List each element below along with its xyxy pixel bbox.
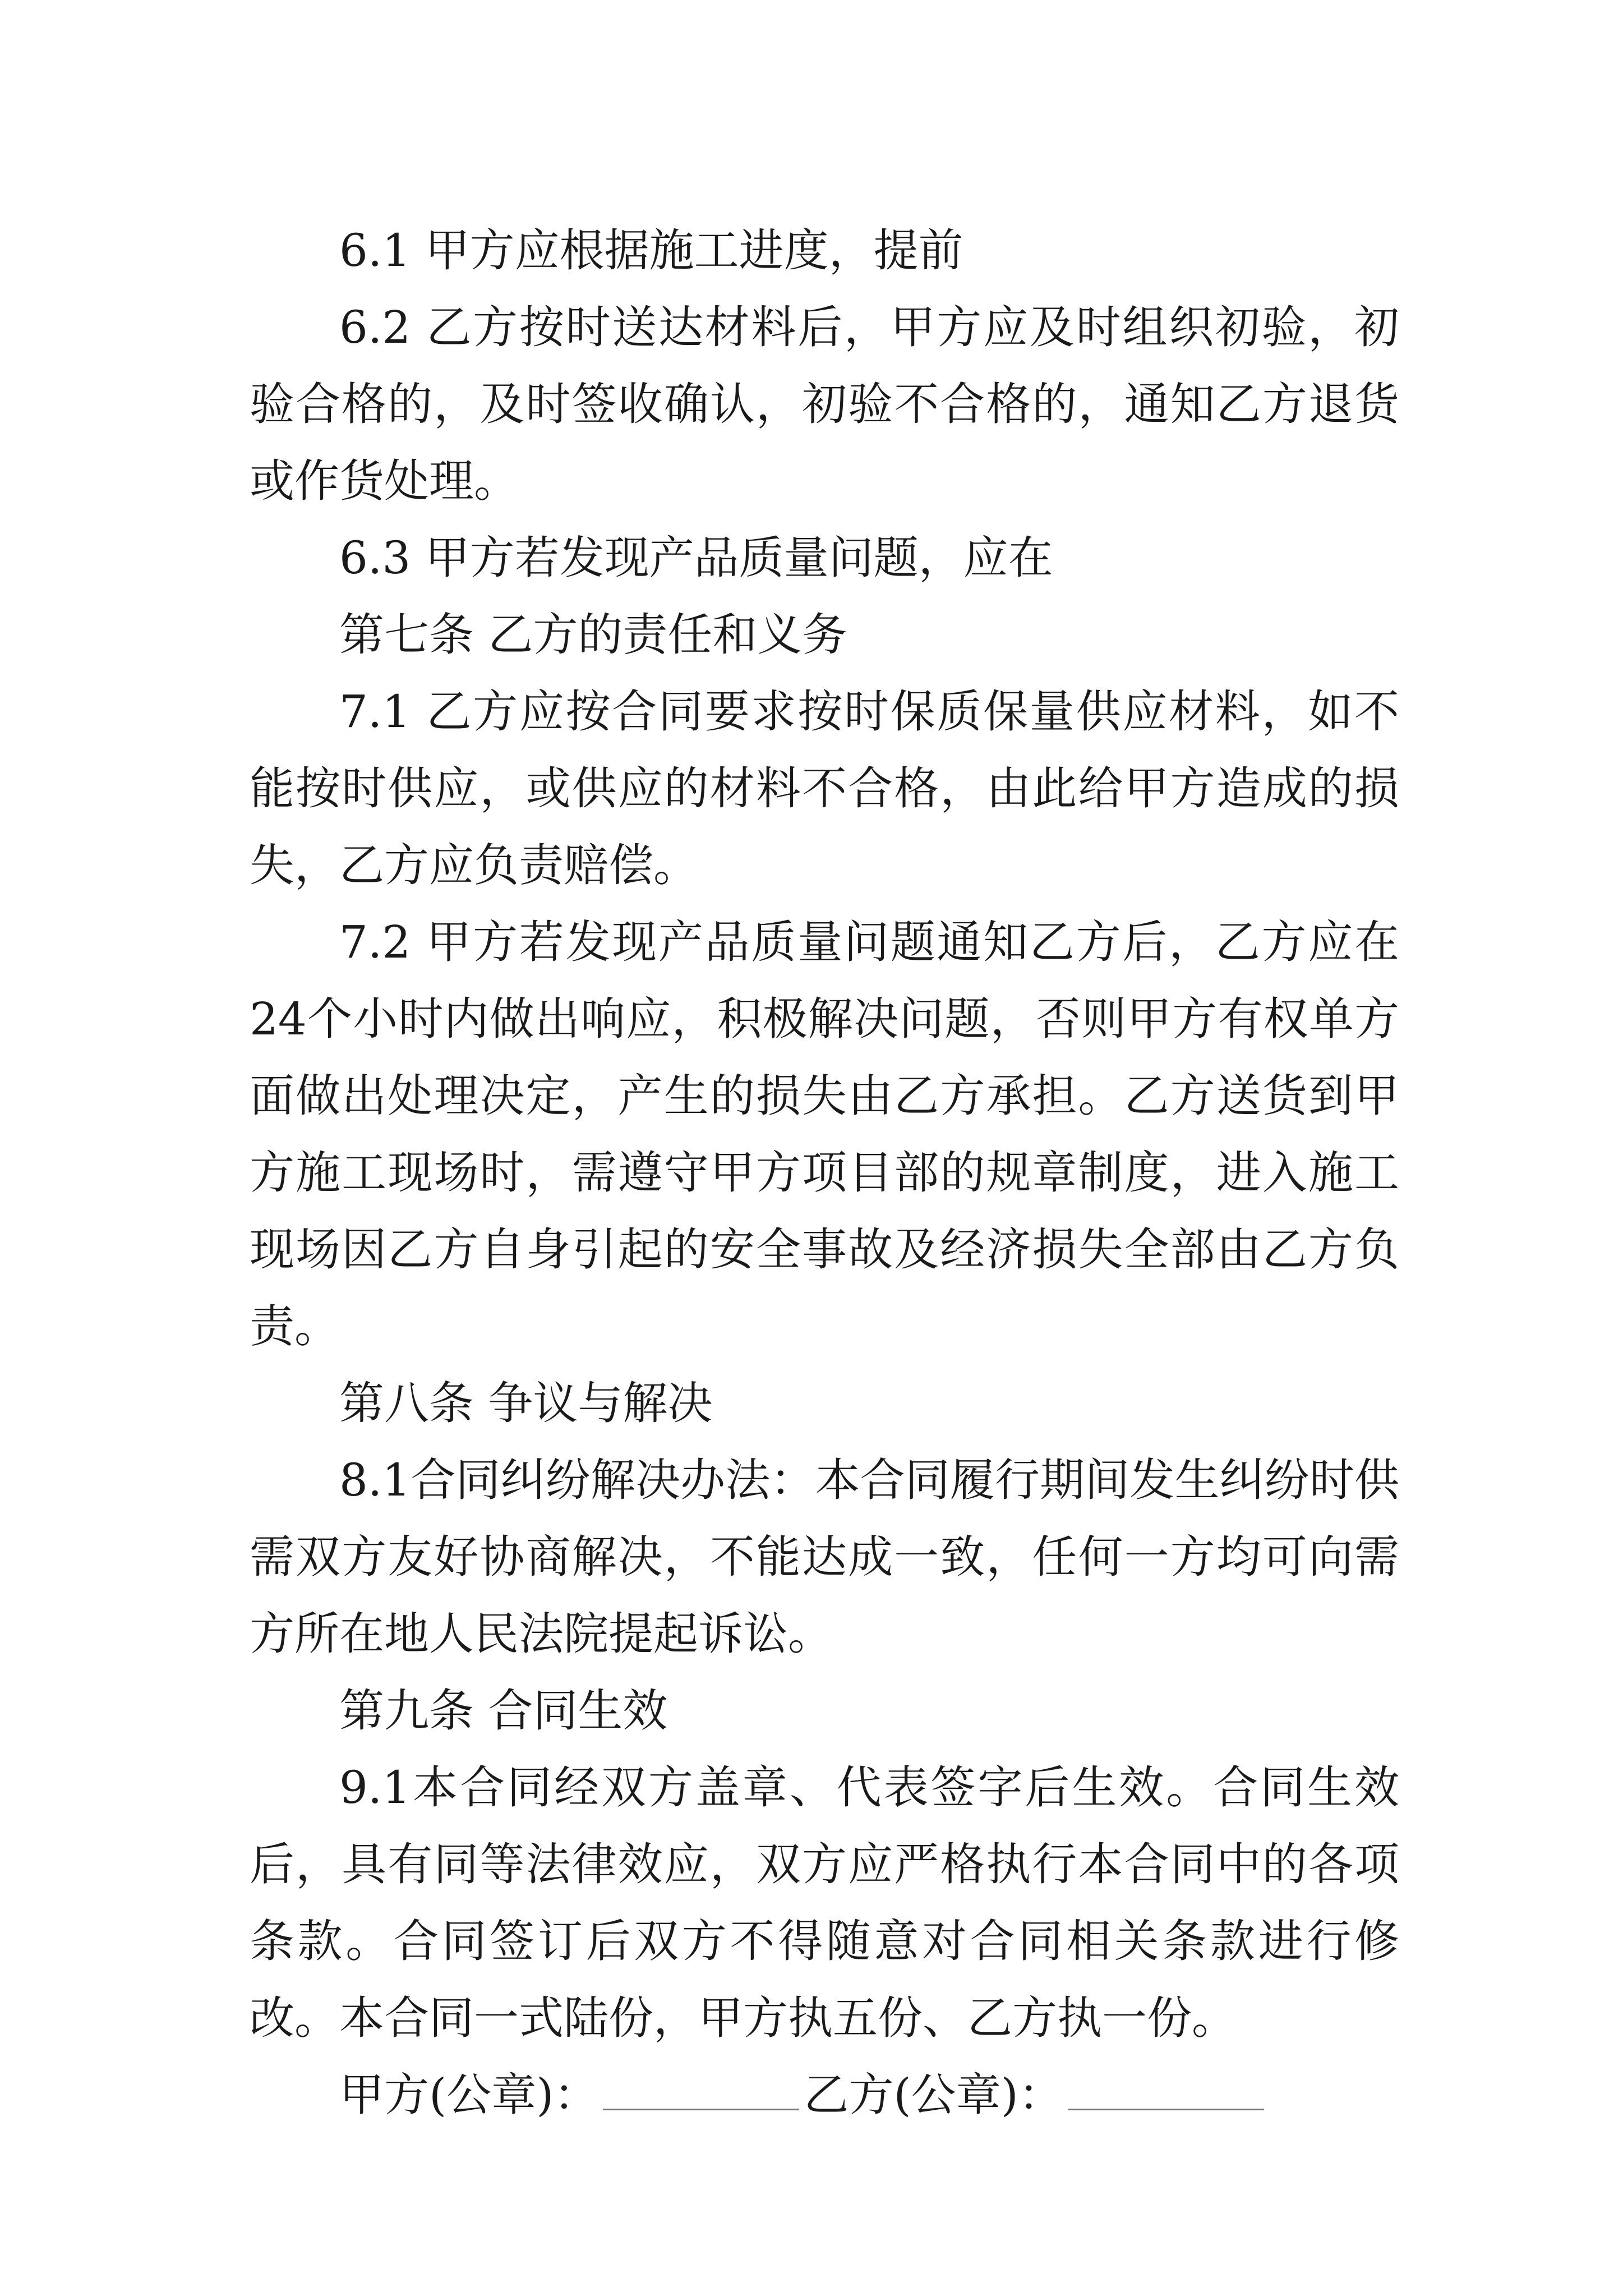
clause-8-1: 8.1合同纠纷解决办法：本合同履行期间发生纠纷时供需双方友好协商解决，不能达成一致，任何一方均可向需方所在地人民法院提起诉讼。 bbox=[250, 1454, 1399, 1660]
clause-7-2: 7.2 甲方若发现产品质量问题通知乙方后，乙方应在24个小时内做出响应，积极解决问题，否则甲方有权单方面做出处理决定，产生的损失由乙方承担。乙方送货到甲方施工现场时，需遵守甲方项目部的规章制度，进入施工现场因乙方自身引起的安全事故及经济损失全部由乙方负责。 bbox=[250, 916, 1399, 1352]
signature-line bbox=[250, 2056, 1399, 2133]
clause-6-2: 6.2 乙方按时送达材料后，甲方应及时组织初验，初验合格的，及时签收确认，初验不合格的，通知乙方退货或作货处理。 bbox=[250, 301, 1399, 507]
party-b-seal-blank[interactable] bbox=[1068, 2075, 1264, 2110]
clause-7-1: 7.1 乙方应按合同要求按时保质保量供应材料，如不能按时供应，或供应的材料不合格，由此给甲方造成的损失，乙方应负责赔偿。 bbox=[250, 685, 1399, 891]
party-b-seal-label: 乙方(公章)： bbox=[804, 2069, 1063, 2121]
clause-6-3: 6.3 甲方若发现产品质量问题，应在 bbox=[339, 532, 1053, 584]
party-a-seal-label: 甲方(公章)： bbox=[339, 2069, 599, 2121]
party-a-seal-blank[interactable] bbox=[603, 2075, 799, 2110]
document-page bbox=[250, 212, 1399, 2133]
article-8-heading: 第八条 争议与解决 bbox=[339, 1377, 713, 1429]
clause-9-1: 9.1本合同经双方盖章、代表签字后生效。合同生效后，具有同等法律效应，双方应严格执行本合同中的各项条款。合同签订后双方不得随意对合同相关条款进行修改。本合同一式陆份，甲方执五份、乙方执一份。 bbox=[250, 1761, 1399, 2044]
article-7-heading: 第七条 乙方的责任和义务 bbox=[339, 609, 847, 661]
clause-6-1: 6.1 甲方应根据施工进度，提前 bbox=[339, 224, 963, 277]
article-9-heading: 第九条 合同生效 bbox=[339, 1685, 668, 1737]
